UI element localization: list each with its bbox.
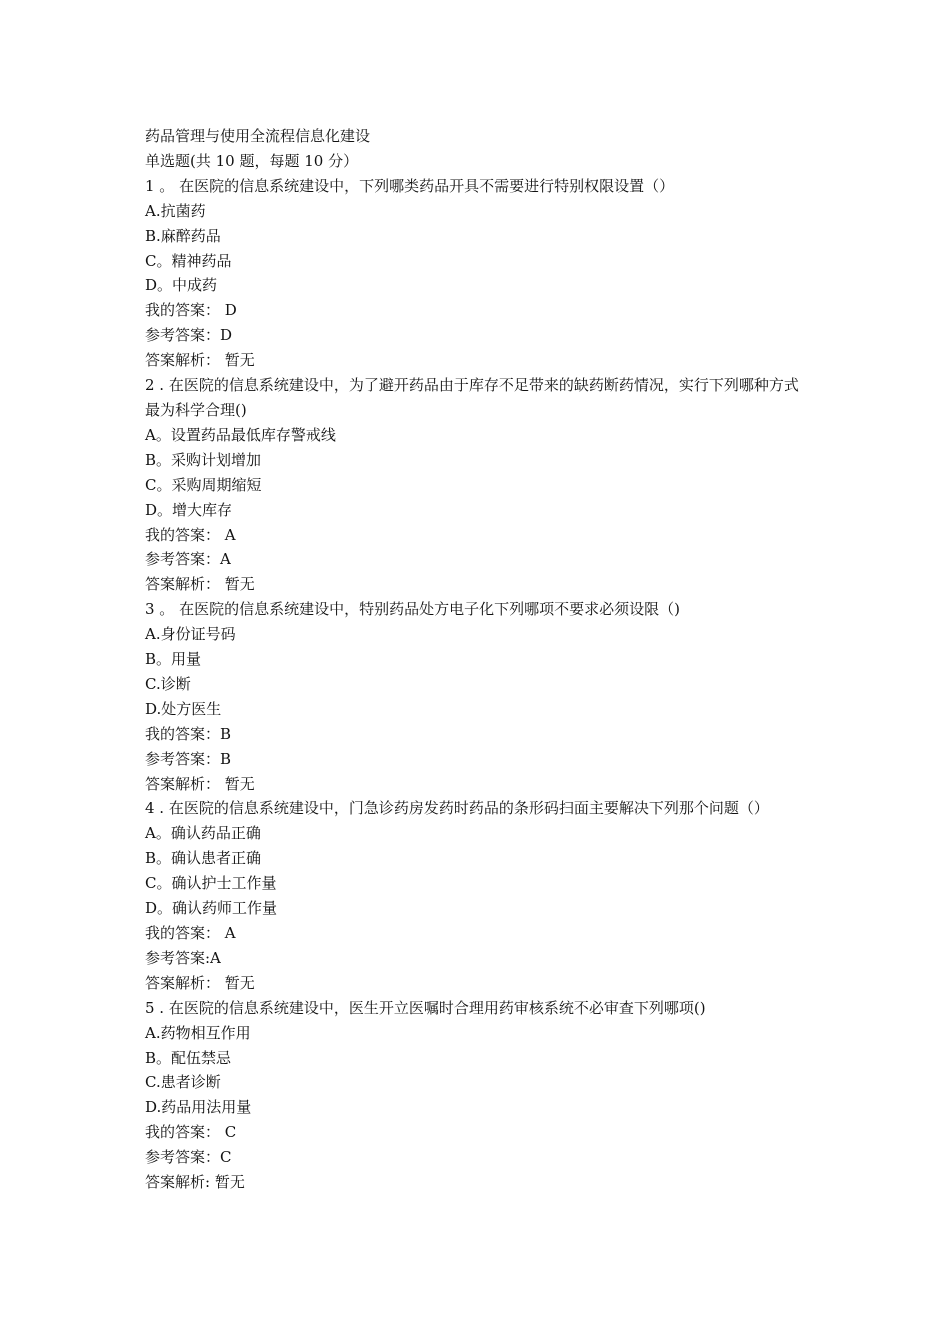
option-b: B.麻醉药品: [145, 226, 221, 245]
option-a: A。确认药品正确: [145, 824, 261, 843]
question-block: [145, 796, 810, 995]
reference-answer: 参考答案:A: [145, 948, 221, 967]
option-b: B。确认患者正确: [145, 849, 262, 868]
option-b: B。采购计划增加: [145, 450, 262, 469]
my-answer: 我的答案： A: [145, 525, 236, 544]
question-block: [145, 996, 810, 1195]
my-answer: 我的答案：B: [145, 724, 232, 743]
reference-answer: 参考答案：C: [145, 1148, 232, 1167]
question-stem: 5 . 在医院的信息系统建设中，医生开立医嘱时合理用药审核系统不必审查下列哪项(): [145, 998, 706, 1017]
option-b: B。配伍禁忌: [145, 1048, 232, 1067]
answer-analysis: 答案解析： 暂无: [145, 774, 255, 793]
option-c: C.患者诊断: [145, 1073, 221, 1092]
answer-analysis: 答案解析： 暂无: [145, 575, 255, 594]
option-a: A.抗菌药: [145, 201, 206, 220]
option-d: D。增大库存: [145, 500, 233, 519]
section-heading: 单选题(共 10 题，每题 10 分）: [145, 151, 359, 170]
option-c: C。确认护士工作量: [145, 874, 277, 893]
question-stem: 3 。 在医院的信息系统建设中，特别药品处方电子化下列哪项不要求必须设限（): [145, 600, 680, 619]
option-c: C。采购周期缩短: [145, 475, 262, 494]
reference-answer: 参考答案：B: [145, 749, 232, 768]
option-a: A.药物相互作用: [145, 1023, 251, 1042]
reference-answer: 参考答案：A: [145, 550, 231, 569]
my-answer: 我的答案： A: [145, 924, 236, 942]
question-stem: 2 . 在医院的信息系统建设中，为了避开药品由于库存不足带来的缺药断药情况，实行下列哪种方式最为科学合理(): [145, 376, 799, 419]
option-c: C。精神药品: [145, 251, 232, 270]
question-block: [145, 597, 810, 796]
question-stem: 4 . 在医院的信息系统建设中，门急诊药房发药时药品的条形码扫面主要解决下列那个问题（）: [145, 799, 769, 818]
document-page: [145, 124, 810, 1195]
option-a: A.身份证号码: [145, 625, 236, 644]
question-block: [145, 174, 810, 373]
my-answer: 我的答案： C: [145, 1123, 237, 1142]
answer-analysis: 答案解析: 暂无: [145, 1173, 245, 1192]
question-block: [145, 373, 810, 597]
option-d: D。中成药: [145, 276, 218, 295]
option-a: A。设置药品最低库存警戒线: [145, 425, 336, 444]
option-c: C.诊断: [145, 674, 191, 693]
option-d: D.处方医生: [145, 699, 222, 718]
reference-answer: 参考答案：D: [145, 326, 233, 345]
answer-analysis: 答案解析： 暂无: [145, 351, 255, 370]
option-b: B。用量: [145, 650, 202, 669]
option-d: D.药品用法用量: [145, 1098, 252, 1117]
option-d: D。确认药师工作量: [145, 899, 278, 918]
document-title: 药品管理与使用全流程信息化建设: [145, 127, 371, 145]
question-stem: 1 。 在医院的信息系统建设中，下列哪类药品开具不需要进行特别权限设置（）: [145, 176, 675, 195]
answer-analysis: 答案解析： 暂无: [145, 973, 255, 992]
my-answer: 我的答案： D: [145, 301, 237, 320]
